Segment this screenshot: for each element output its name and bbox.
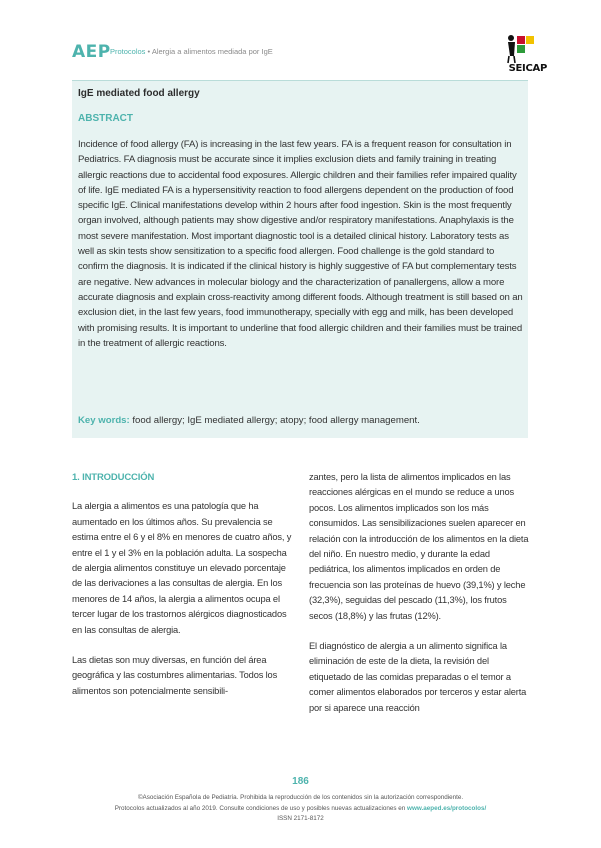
seicap-figure-icon <box>495 30 547 64</box>
keywords-text: food allergy; IgE mediated allergy; atopy; food allergy management. <box>132 415 420 426</box>
aep-logo: AEP <box>72 42 111 62</box>
breadcrumb-section: Protocolos <box>110 47 146 56</box>
page-footer <box>0 793 601 825</box>
breadcrumb-title: Alergia a alimentos mediada por IgE <box>151 47 273 56</box>
page-number: 186 <box>292 776 309 787</box>
protocols-link[interactable]: www.aeped.es/protocolos/ <box>407 804 487 812</box>
abstract-title: IgE mediated food allergy <box>78 88 200 99</box>
issn: ISSN 2171-8172 <box>277 815 324 822</box>
abstract-text: Incidence of food allergy (FA) is increasing in the last few years. FA is a frequent reason for consultation in Pediatrics. FA diagnosis must be accurate since it implies exclusion diets and family training in treating allergic reactions due to accidental food exposures. Allergic children and their families refer impaired quality of life. IgE mediated FA is a hypersensitivity reaction to food allergens dependent on the production of food specific IgE. Clinical manifestations develop within 2 hours after food ingestion. Skin is the most frequently organ involved, although patients may show digestive and/or respiratory manifestations. Anaphylaxis is the most severe manifestation. Most important diagnostic tool is a detailed clinical history. Laboratory tests as well as skin tests show sensitization to a specific food allergen. Food challenge is the gold standard to confirm the diagnosis. It is indicated if the clinical history is highly suggestive of FA but complementary tests are negative. New advances in molecular biology and the characterization of panallergens, allow a more accurate diagnosis and explain cross-reactivity among different foods. Although treatment is still based on an exclusion diet, in the last few years, food immunotherapy, specially with egg and milk, has been developed with promising results. It is important to underline that food allergic children and their families must be trained in the treatment of allergic reactions. <box>78 139 523 349</box>
page-header <box>72 40 547 72</box>
keywords <box>78 415 420 426</box>
abstract-box <box>72 80 528 438</box>
seicap-logo <box>495 30 547 74</box>
breadcrumb-separator: • <box>147 47 151 56</box>
abstract-heading: ABSTRACT <box>78 113 133 124</box>
paragraph: zantes, pero la lista de alimentos implicados en las reacciones alérgicas en el mundo se reduce a unos pocos. Los alimentos implicados son los más consumidos. Las sensibilizaciones suelen aparecer en relación con la introducción de los alimentos en la dieta del niño. En nuestro medio, y durante la edad pediátrica, los alimentos implicados en orden de frecuencia son las proteínas de huevo (39,1%) y leche (32,3%), seguidas del pescado (11,3%), los frutos secos (18,8%) y las frutas (12%). <box>309 472 529 621</box>
update-text: Protocolos actualizados al año 2019. Consulte condiciones de uso y posibles nuevas actualizaciones en <box>114 804 406 812</box>
paragraph: El diagnóstico de alergia a un alimento significa la eliminación de este de la dieta, la revisión del etiquetado de las comidas preparadas o el temor a comer alimentos elaborados por terceros y estar alerta por si aparece una reacción <box>309 641 527 713</box>
paragraph: Las dietas son muy diversas, en función del área geográfica y las costumbres alimentarias. Todos los alimentos son potencialmente sensibili- <box>72 655 278 696</box>
left-column <box>72 470 294 714</box>
section-title: 1. INTRODUCCIÓN <box>72 472 155 483</box>
update-line <box>0 804 601 815</box>
seicap-logo-text: SEICAP <box>508 63 547 74</box>
paragraph: La alergia a alimentos es una patología que ha aumentado en los últimos años. Su prevalencia se estima entre el 6 y el 8% en menores de cuatro años, y entre el 1 y el 3% en la población adulta. La sospecha de alergia alimentos constituye un elevado porcentaje de las derivaciones a las consultas de alergia. En los menores de 14 años, la alergia a alimentos ocupa el tercer lugar de los trastornos alérgicos diagnosticados en las consultas de alergia. <box>72 501 292 635</box>
right-column <box>309 470 531 731</box>
keywords-label: Key words: <box>78 415 130 426</box>
breadcrumb <box>110 47 273 56</box>
copyright-line: ©Asociación Española de Pediatría. Prohibida la reproducción de los contenidos sin la autorización correspondiente. <box>137 794 464 801</box>
